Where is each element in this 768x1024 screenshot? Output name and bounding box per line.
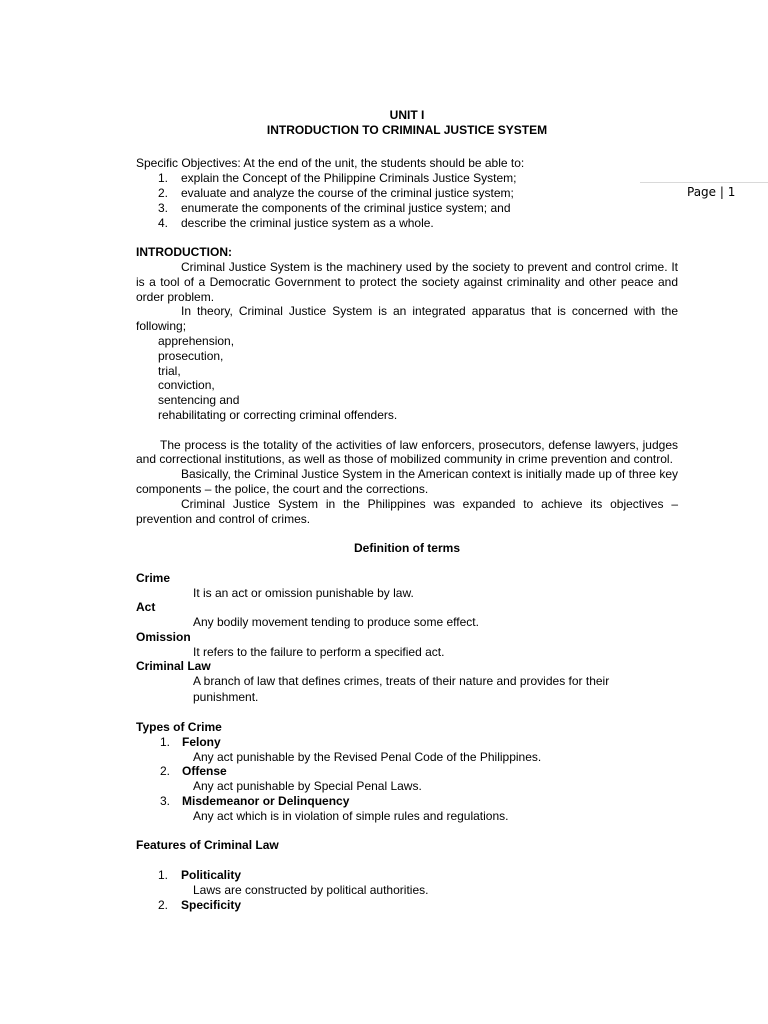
type-description: Any act punishable by the Revised Penal Code of the Philippines. — [193, 749, 542, 764]
list-item: 1. explain the Concept of the Philippine Criminals Justice System; — [158, 171, 517, 186]
intro-paragraph: Basically, the Criminal Justice System in the American context is initially made up of three key components – the police, the court and the corrections. — [136, 467, 678, 496]
types-heading: Types of Crime — [136, 720, 222, 735]
definitions-list — [136, 571, 678, 706]
intro-paragraph: Criminal Justice System is the machinery used by the society to prevent and control crime. It is a tool of a Democratic Government to protect the society against criminality and other peace and order problem. — [136, 259, 678, 304]
list-item: conviction, — [158, 378, 215, 393]
types-list — [136, 735, 678, 824]
page-number: Page | 1 — [640, 182, 768, 200]
list-item: trial, — [158, 363, 181, 378]
document-page — [136, 108, 678, 912]
list-item: 2. evaluate and analyze the course of the criminal justice system; — [158, 185, 514, 200]
introduction-heading: INTRODUCTION: — [136, 245, 232, 260]
list-item: 2. Specificity — [158, 897, 242, 912]
functions-list — [136, 334, 678, 423]
feature-description: Laws are constructed by political authorities. — [193, 882, 429, 897]
list-item: 2. Offense — [160, 764, 227, 779]
objectives-list — [136, 171, 678, 230]
unit-label: UNIT I — [389, 108, 425, 122]
intro-paragraph: In theory, Criminal Justice System is an integrated apparatus that is concerned with the following; — [136, 304, 678, 334]
list-item: sentencing and — [158, 393, 240, 408]
type-description: Any act punishable by Special Penal Laws. — [193, 779, 422, 794]
document-title: INTRODUCTION TO CRIMINAL JUSTICE SYSTEM — [266, 122, 548, 137]
list-item: 1. Politicality — [158, 868, 242, 883]
list-item: 3. Misdemeanor or Delinquency — [160, 794, 350, 809]
term-definition: A branch of law that defines crimes, treats of their nature and provides for their punishment. — [193, 674, 610, 704]
term: Omission — [136, 629, 191, 644]
list-item: prosecution, — [158, 348, 224, 363]
features-heading: Features of Criminal Law — [136, 838, 279, 853]
objectives-intro: Specific Objectives: At the end of the unit, the students should be able to: — [136, 156, 525, 171]
list-item: rehabilitating or correcting criminal offenders. — [158, 407, 398, 422]
list-item: 3. enumerate the components of the criminal justice system; and — [158, 200, 511, 215]
features-list — [136, 868, 678, 912]
list-item: 4. describe the criminal justice system as a whole. — [158, 215, 434, 230]
term-definition: Any bodily movement tending to produce some effect. — [193, 615, 479, 630]
term-definition: It is an act or omission punishable by law. — [193, 585, 414, 600]
intro-paragraph: Criminal Justice System in the Philippines was expanded to achieve its objectives – prevention and control of crimes. — [136, 496, 678, 526]
term-definition: It refers to the failure to perform a specified act. — [193, 644, 445, 659]
list-item: 1. Felony — [160, 734, 221, 749]
term: Crime — [136, 570, 171, 585]
type-description: Any act which is in violation of simple rules and regulations. — [193, 808, 509, 823]
definitions-heading: Definition of terms — [353, 541, 460, 556]
intro-paragraph: The process is the totality of the activities of law enforcers, prosecutors, defense lawyers, judges and correctional institutions, as well as those of mobilized community in crime prevention and control. — [136, 437, 678, 467]
term: Criminal Law — [136, 659, 211, 674]
list-item: apprehension, — [158, 333, 235, 348]
term: Act — [136, 600, 156, 615]
